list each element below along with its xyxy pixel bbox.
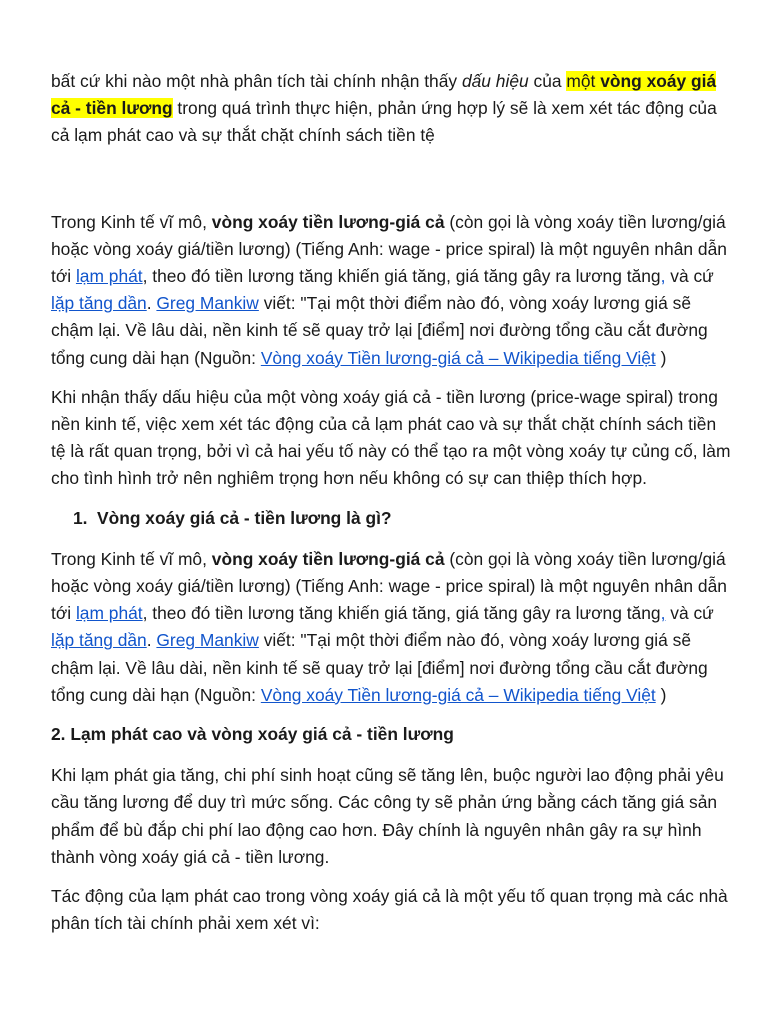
text-run: . [146,293,157,314]
definition-paragraph-repeat [51,546,731,709]
text-run: viết: "Tại một thời điểm nào đó, vòng xoáy lương giá sẽ chậm lại. Về lâu dài, nền kinh tế sẽ quay trở lại [điểm] nơi đường tổng cầu cắt đường tổng cung dài hạn (Nguồn: [51,630,708,705]
text-run: của [528,71,567,91]
link-lam-phat[interactable]: lạm phát [75,603,143,624]
document-page [51,68,731,949]
section-heading-1 [51,505,731,532]
link-greg-mankiw[interactable]: Greg Mankiw [156,630,259,651]
summary-paragraph: Khi nhận thấy dấu hiệu của một vòng xoáy giá cả - tiền lương (price-wage spiral) trong nền kinh tế, việc xem xét tác động của cả lạm phát cao và sự thắt chặt chính sách tiền tệ là rất quan trọng, bởi vì cả hai yếu tố này có thể tạo ra một vòng xoáy tự củng cố, làm cho tình hình trở nên nghiêm trọng hơn nếu không có sự can thiệp thích hợp. [51,386,731,489]
link-wikipedia-source[interactable]: Vòng xoáy Tiền lương-giá cả – Wikipedia tiếng Việt [260,684,656,705]
link-lap-tang-dan[interactable]: lặp tăng dần [51,293,147,314]
text-run: , theo đó tiền lương tăng khiến giá tăng, giá tăng gây ra lương tăng [142,266,661,287]
heading-number: 1. [73,507,88,528]
link-greg-mankiw[interactable]: Greg Mankiw [156,293,259,314]
inflation-paragraph: Khi lạm phát gia tăng, chi phí sinh hoạt cũng sẽ tăng lên, buộc người lao động phải yêu cầu tăng lương để duy trì mức sống. Các công ty sẽ phản ứng bằng cách tăng giá sản phẩm để bù đắp chi phí lao động cao hơn. Đây chính là nguyên nhân gây ra sự hình thành vòng xoáy giá cả - tiền lương. [51,765,724,867]
impact-paragraph: Tác động của lạm phát cao trong vòng xoáy giá cả là một yếu tố quan trọng mà các nhà phân tích tài chính phải xem xét vì: [51,886,728,934]
text-run: trong quá trình thực hiện, phản ứng hợp lý sẽ là xem xét tác động của cả lạm phát cao và sự thắt chặt chính sách tiền tệ [51,98,717,146]
text-run: và cứ [665,603,714,624]
heading-text: Vòng xoáy giá cả - tiền lương là gì? [97,507,392,528]
link-lam-phat[interactable]: lạm phát [75,266,143,287]
text-run: Trong Kinh tế vĩ mô, [51,548,212,569]
link-wikipedia-source[interactable]: Vòng xoáy Tiền lương-giá cả – Wikipedia tiếng Việt [260,347,656,368]
section-heading-2: 2. Lạm phát cao và vòng xoáy giá cả - tiền lương [51,724,454,745]
text-run: . [146,630,157,651]
text-run: viết: "Tại một thời điểm nào đó, vòng xoáy lương giá sẽ chậm lại. Về lâu dài, nền kinh tế sẽ quay trở lại [điểm] nơi đường tổng cầu cắt đường tổng cung dài hạn (Nguồn: [51,293,708,368]
text-run: và cứ [665,266,714,287]
highlight-run: một [566,71,601,91]
text-run: ) [655,347,667,368]
intro-paragraph [51,68,731,150]
definition-paragraph [51,209,731,372]
bold-term: vòng xoáy tiền lương-giá cả [211,548,445,569]
bold-term: vòng xoáy tiền lương-giá cả [211,211,445,232]
text-run: Trong Kinh tế vĩ mô, [51,211,212,232]
link-comma[interactable]: , [660,603,666,624]
text-run: bất cứ khi nào một nhà phân tích tài chính nhận thấy [51,71,462,91]
text-run: (còn gọi là vòng xoáy tiền lương/giá hoặc vòng xoáy giá/tiền lương) (Tiếng Anh: wage - price spiral) là một nguyên nhân dẫn tới [51,211,727,287]
text-run: , theo đó tiền lương tăng khiến giá tăng, giá tăng gây ra lương tăng [142,603,661,624]
text-run: ) [655,684,667,705]
highlight-bold-run: vòng xoáy giá cả - tiền lương [51,71,717,119]
link-comma[interactable]: , [660,266,666,287]
italic-text: dấu hiệu [461,71,529,91]
link-lap-tang-dan[interactable]: lặp tăng dần [51,630,147,651]
text-run: (còn gọi là vòng xoáy tiền lương/giá hoặc vòng xoáy giá/tiền lương) (Tiếng Anh: wage - price spiral) là một nguyên nhân dẫn tới [51,548,727,624]
